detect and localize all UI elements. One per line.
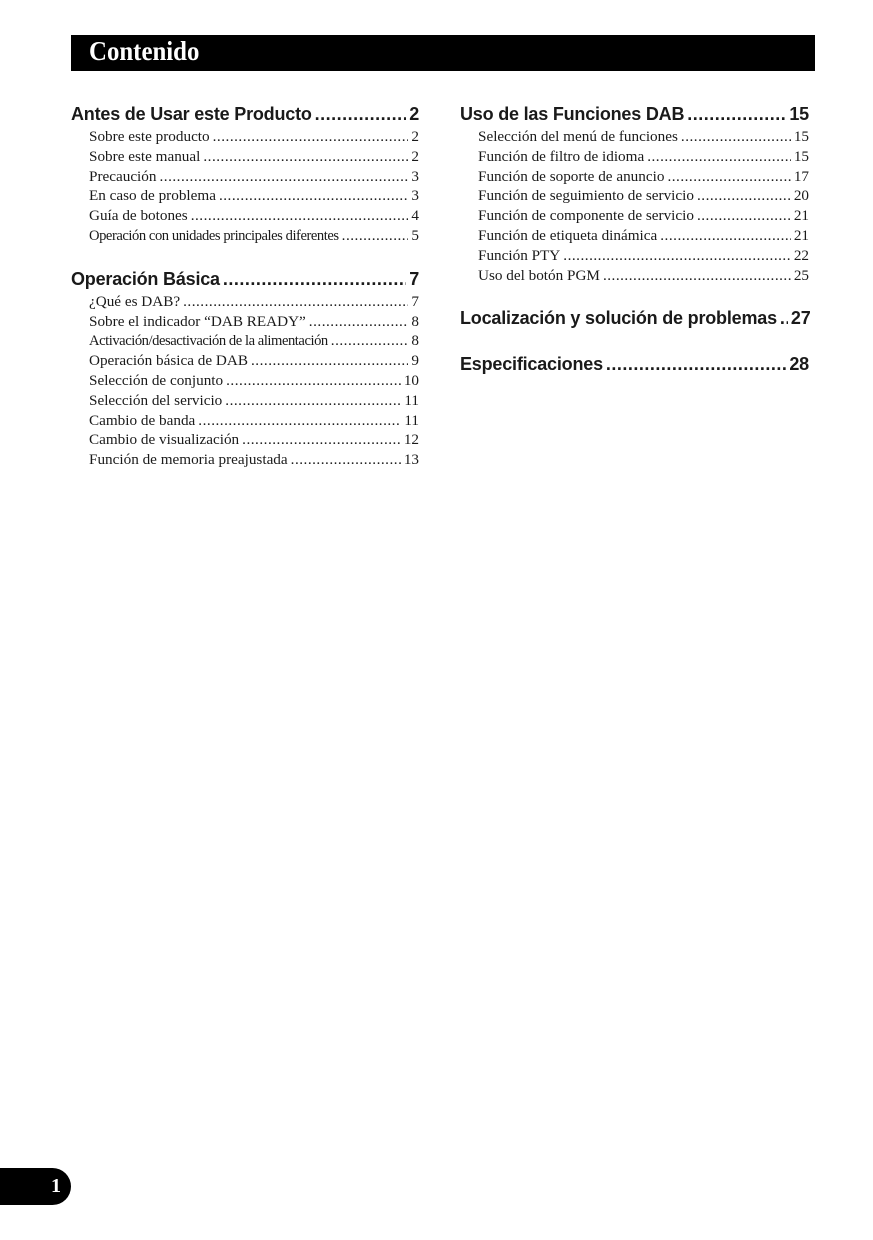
toc-section-especificaciones bbox=[460, 351, 809, 377]
toc-item[interactable]: Función de soporte de anuncio ..... 17 bbox=[460, 167, 809, 187]
leader-dots bbox=[342, 226, 409, 246]
toc-item[interactable]: Selección de conjunto ..... 10 bbox=[71, 371, 419, 391]
leader-dots bbox=[198, 411, 401, 431]
toc-item[interactable]: Uso del botón PGM ..... 25 bbox=[460, 266, 809, 286]
toc-item[interactable]: Cambio de visualización ..... 12 bbox=[71, 430, 419, 450]
leader-dots bbox=[159, 167, 408, 187]
toc-item[interactable]: ¿Qué es DAB? ..... 7 bbox=[71, 292, 419, 312]
leader-dots bbox=[242, 430, 401, 450]
toc-right-column bbox=[460, 101, 809, 397]
toc-item[interactable]: En caso de problema ..... 3 bbox=[71, 186, 419, 206]
toc-item[interactable]: Cambio de banda ..... 11 bbox=[71, 411, 419, 431]
page-number: 1 bbox=[51, 1175, 61, 1197]
toc-item[interactable]: Función de componente de servicio ..... 21 bbox=[460, 206, 809, 226]
leader-dots bbox=[606, 351, 787, 377]
toc-section-funciones-dab bbox=[460, 101, 809, 285]
leader-dots bbox=[223, 266, 406, 292]
leader-dots bbox=[603, 266, 791, 286]
toc-item[interactable]: Activación/desactivación de la alimentación ..... 8 bbox=[71, 331, 419, 351]
toc-item[interactable]: Función de memoria preajustada ..... 13 bbox=[71, 450, 419, 470]
toc-item[interactable]: Operación básica de DAB ..... 9 bbox=[71, 351, 419, 371]
leader-dots bbox=[226, 371, 401, 391]
toc-section-operacion-basica bbox=[71, 266, 419, 470]
toc-item[interactable]: Selección del servicio ..... 11 bbox=[71, 391, 419, 411]
toc-item[interactable]: Sobre el indicador “DAB READY” ..... 8 bbox=[71, 312, 419, 332]
toc-heading[interactable]: Uso de las Funciones DAB ..... 15 bbox=[460, 101, 809, 127]
toc-item[interactable]: Guía de botones ..... 4 bbox=[71, 206, 419, 226]
toc-item[interactable]: Función de seguimiento de servicio ..... 20 bbox=[460, 186, 809, 206]
toc-section-antes bbox=[71, 101, 419, 246]
leader-dots bbox=[687, 101, 786, 127]
toc-item[interactable]: Precaución ..... 3 bbox=[71, 167, 419, 187]
leader-dots bbox=[191, 206, 409, 226]
toc-item[interactable]: Función de etiqueta dinámica ..... 21 bbox=[460, 226, 809, 246]
leader-dots bbox=[563, 246, 791, 266]
toc-item[interactable]: Función PTY ..... 22 bbox=[460, 246, 809, 266]
page-title: Contenido bbox=[89, 36, 200, 66]
leader-dots bbox=[315, 101, 407, 127]
toc-left-column bbox=[71, 101, 419, 490]
title-bar bbox=[71, 35, 815, 71]
leader-dots bbox=[697, 186, 791, 206]
leader-dots bbox=[697, 206, 791, 226]
toc-item[interactable]: Operación con unidades principales diferentes ..... 5 bbox=[71, 226, 419, 246]
toc-heading[interactable]: Antes de Usar este Producto ..... 2 bbox=[71, 101, 419, 127]
leader-dots bbox=[219, 186, 408, 206]
leader-dots bbox=[203, 147, 408, 167]
toc-heading[interactable]: Operación Básica ..... 7 bbox=[71, 266, 419, 292]
toc-heading[interactable]: Localización y solución de problemas ..... 27 bbox=[460, 305, 809, 331]
leader-dots bbox=[667, 167, 790, 187]
leader-dots bbox=[291, 450, 401, 470]
leader-dots bbox=[309, 312, 409, 332]
toc-item[interactable]: Selección del menú de funciones ..... 15 bbox=[460, 127, 809, 147]
leader-dots bbox=[183, 292, 408, 312]
leader-dots bbox=[251, 351, 408, 371]
page-number-badge bbox=[0, 1168, 71, 1205]
toc-item[interactable]: Sobre este producto ..... 2 bbox=[71, 127, 419, 147]
leader-dots bbox=[331, 331, 409, 351]
toc-item[interactable]: Función de filtro de idioma ..... 15 bbox=[460, 147, 809, 167]
leader-dots bbox=[780, 305, 788, 331]
leader-dots bbox=[647, 147, 791, 167]
toc-heading[interactable]: Especificaciones ..... 28 bbox=[460, 351, 809, 377]
toc-section-localizacion bbox=[460, 305, 809, 331]
leader-dots bbox=[660, 226, 791, 246]
leader-dots bbox=[225, 391, 401, 411]
toc-item[interactable]: Sobre este manual ..... 2 bbox=[71, 147, 419, 167]
leader-dots bbox=[213, 127, 409, 147]
leader-dots bbox=[681, 127, 791, 147]
